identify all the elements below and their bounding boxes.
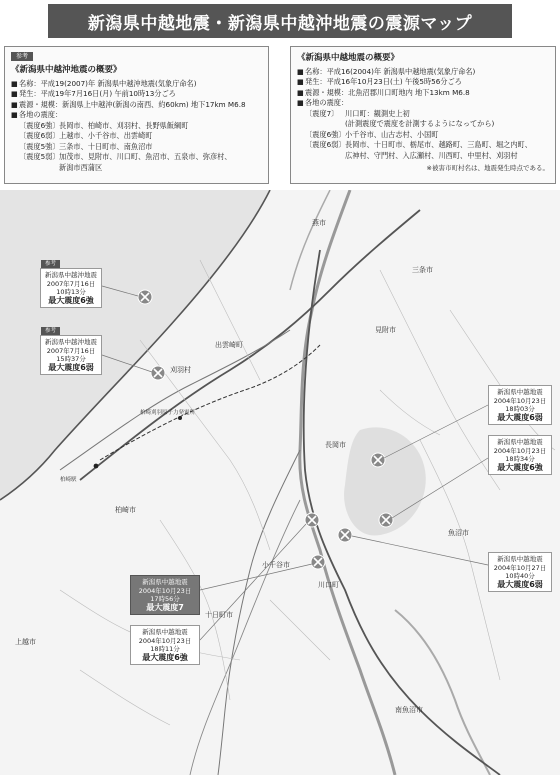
epicenter-markers (138, 290, 393, 569)
intensity-row: 〔震度6強〕 長岡市、柏崎市、刈羽村、長野県飯綱町 (19, 120, 189, 130)
info-row: ■ 発生：平成19年7月16日(月) 午前10時13分ごろ (11, 89, 176, 98)
bullet-icon: ■ (297, 66, 304, 76)
callout-chuetsu-1811: 新潟県中越地震 2004年10月23日 18時11分 最大震度6強 (130, 625, 200, 665)
route-117 (190, 500, 300, 775)
intensity-row: 〔震度5弱〕 加茂市、見附市、川口町、魚沼市、五泉市、弥彦村、 (19, 152, 232, 161)
intensity-row: 広神村、守門村、入広瀬村、川西町、中里村、刈羽村 (345, 150, 518, 160)
reference-tag: 参考 (11, 52, 33, 61)
info-row: ■ 震源・規模：北魚沼郡川口町地内 地下13km M6.8 (297, 87, 470, 97)
info-row: ■ 名称：平成19(2007)年 新潟県中越沖地震(気象庁命名) (11, 78, 197, 88)
info-row: ■ 発生：平成16年10月23日(土) 午後5時56分ごろ (297, 77, 462, 86)
intensity-row: 〔震度6強〕 小千谷市、山古志村、小国町 (305, 129, 439, 139)
chuetsu-heading: 《新潟県中越地震の概要》 (297, 53, 400, 63)
bullet-icon: ■ (11, 110, 18, 119)
bullet-icon: ■ (11, 99, 18, 109)
epicenter-marker (138, 290, 152, 304)
place-kariwa: 刈羽村 (170, 366, 191, 374)
callout-chuetsu-1803: 新潟県中越地震 2004年10月23日 18時03分 最大震度6弱 (488, 385, 552, 425)
place-ojiya: 小千谷市 (262, 561, 290, 569)
station-dots (94, 416, 182, 468)
epicenter-marker (338, 528, 352, 542)
epicenter-marker (379, 513, 393, 527)
intensity-row: 〔震度5強〕 三条市、十日町市、南魚沼市 (19, 141, 153, 151)
place-mitsuke: 見附市 (375, 326, 396, 334)
page-title: 新潟県中越地震・新潟県中越沖地震の震源マップ (48, 4, 512, 38)
place-sanjo: 三条市 (412, 266, 433, 274)
intensity-row: 〔震度7〕 川口町：観測史上初 (305, 108, 410, 118)
place-minamiuonuma: 南魚沼市 (395, 706, 423, 714)
bullet-icon: ■ (11, 78, 18, 88)
info-row: ■ 各地の震度： (11, 110, 63, 119)
uono-river (395, 610, 490, 775)
callout-oki-1537: 参考 新潟県中越沖地震 2007年7月16日 15時37分 最大震度6弱 (40, 335, 102, 375)
place-nuclear-plant: 柏崎刈羽原子力発電所 (140, 410, 196, 416)
callout-oki-1013: 参考 新潟県中越沖地震 2007年7月16日 10時13分 最大震度6強 (40, 268, 102, 308)
epicenter-marker (371, 453, 385, 467)
bullet-icon: ■ (297, 98, 304, 107)
place-joetsu: 上越市 (15, 638, 36, 646)
place-tsubame: 燕市 (312, 219, 326, 227)
info-row: ■ 名称：平成16(2004)年 新潟県中越地震(気象庁命名) (297, 66, 476, 76)
bullet-icon: ■ (11, 89, 18, 98)
epicenter-map[interactable] (0, 190, 560, 775)
intensity-row: 〔震度6弱〕 長岡市、十日町市、栃尾市、越路町、三島町、堀之内町、 (305, 140, 532, 149)
info-row: ■ 震源・規模：新潟県上中越沖(新潟の南西、約60km) 地下17km M6.8 (11, 99, 246, 109)
chuetsu-oki-summary-box (4, 46, 269, 184)
place-kashiwazaki: 柏崎市 (115, 506, 136, 514)
chuetsu-summary-box (290, 46, 556, 184)
epicenter-marker (305, 513, 319, 527)
epicenter-marker (311, 555, 325, 569)
place-kawaguchi: 川口町 (318, 581, 339, 589)
chuetsu-oki-heading: 《新潟県中越沖地震の概要》 (11, 65, 122, 75)
callout-chuetsu-1834: 新潟県中越地震 2004年10月23日 18時34分 最大震度6強 (488, 435, 552, 475)
info-row: ■ 各地の震度： (297, 98, 349, 107)
place-kashiwazaki-station: 柏崎駅 (60, 477, 77, 483)
callout-chuetsu-1756: 新潟県中越地震 2004年10月23日 17時56分 最大震度7 (130, 575, 200, 615)
intensity-row: 〔震度6弱〕 上越市、小千谷市、出雲崎町 (19, 131, 153, 140)
place-izumozaki: 出雲崎町 (215, 341, 243, 349)
place-nagaoka: 長岡市 (325, 441, 346, 449)
callout-chuetsu-1040: 新潟県中越地震 2004年10月27日 10時40分 最大震度6弱 (488, 552, 552, 592)
place-tokamachi: 十日町市 (205, 611, 233, 619)
footnote: ※被害市町村名は、地震発生時点である。 (426, 164, 549, 172)
epicenter-marker (151, 366, 165, 380)
bullet-icon: ■ (297, 87, 304, 97)
bullet-icon: ■ (297, 77, 304, 86)
river-branch (290, 190, 330, 290)
intensity-row: (計測震度で震度を計測するようになってから) (345, 119, 495, 128)
intensity-row: 新潟市西蒲区 (59, 162, 103, 172)
place-uonuma: 魚沼市 (448, 529, 469, 537)
